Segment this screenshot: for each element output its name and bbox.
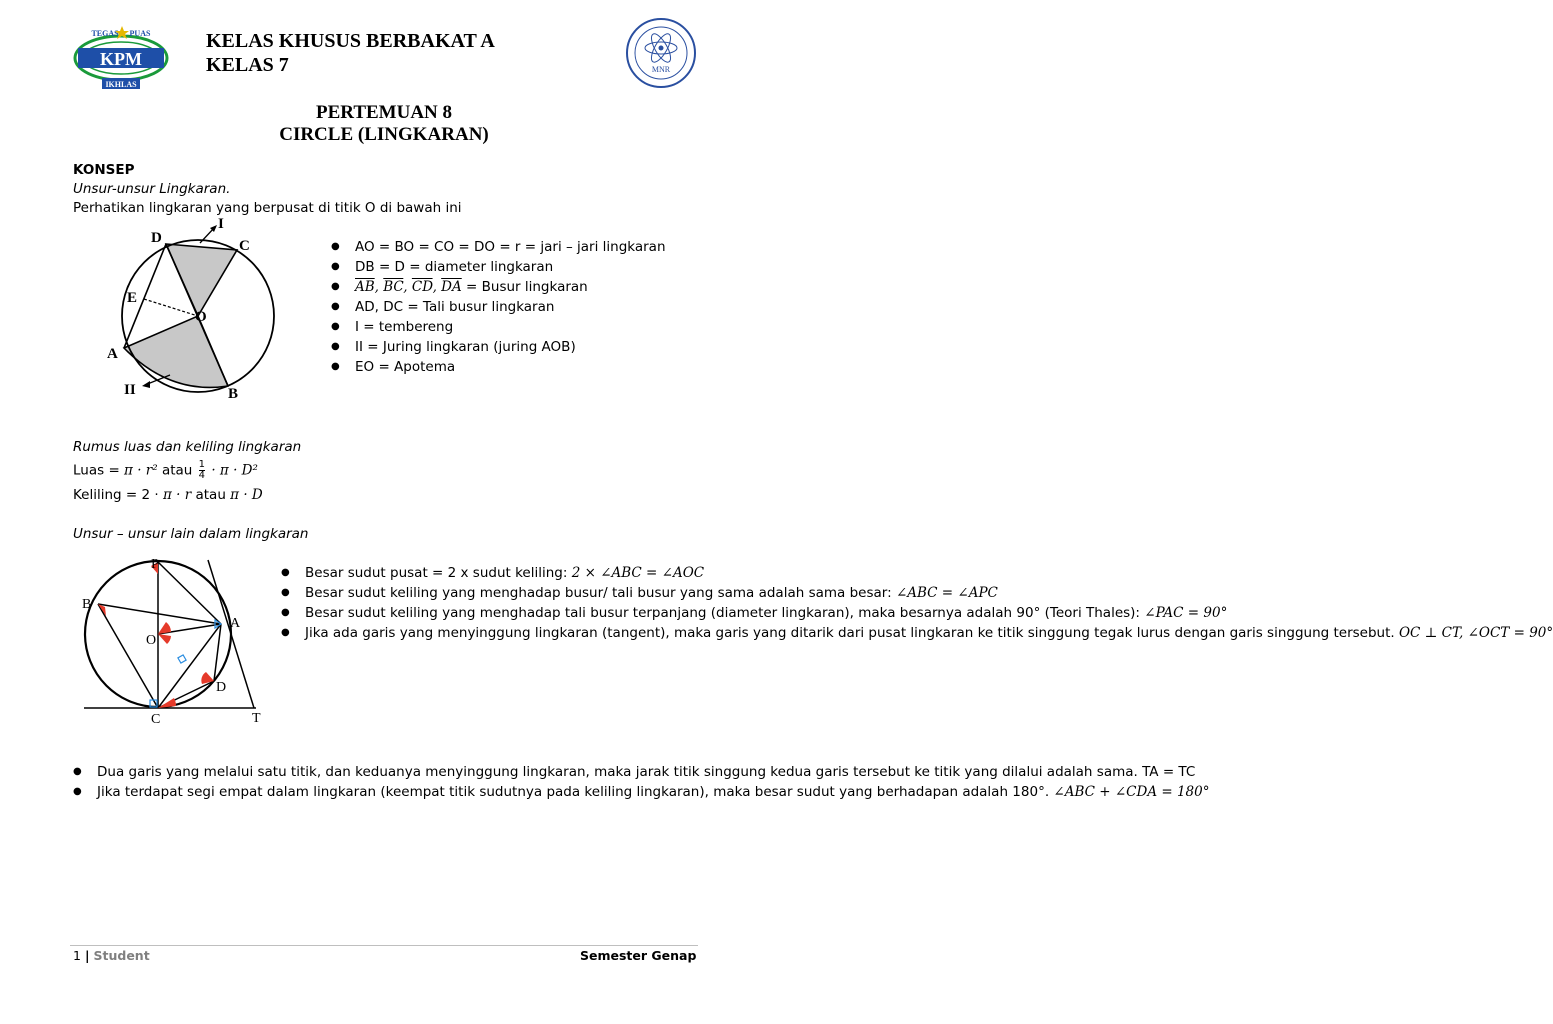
label-C2: C [151,712,161,727]
kpm-logo [70,20,172,92]
label-P: P [151,557,159,572]
luas-formula: Luas = π · r² atau $\frac{1}{4}$ · π · D² [73,459,258,481]
sudut-list [281,563,1553,643]
list-item: ● I = tembereng [331,317,666,337]
luas-mid: atau [157,462,197,479]
label-T2: T [252,711,261,726]
label-O: O [195,309,207,325]
unsur-lain-heading: Unsur – unsur lain dalam lingkaran [73,526,309,542]
arc-cd: $\overline{CD}$ [411,279,433,295]
title-line1: PERTEMUAN 8 [315,102,453,123]
list-item: ● Dua garis yang melalui satu titik, dan keduanya menyinggung lingkaran, maka jarak titik singgung kedua garis tersebut ke titik yang dilalui adalah sama. TA = TC [73,762,695,782]
list-item [281,623,1553,643]
footer-right: Semester Genap [580,948,697,963]
logo-main-text: KPM [100,49,142,69]
list-item: ● AO = BO = CO = DO = r = jari – jari lingkaran [331,237,666,257]
arc-list: $\overline{AB}$, $\overline{BC}$, $\overline{CD}$, $\overline{DA}$ [355,279,462,295]
list-item [281,583,998,603]
keliling-formula: Keliling = 2 · π · r atau π · D [73,487,263,503]
konsep-heading: KONSEP [73,162,135,178]
konsep-subheading: Unsur-unsur Lingkaran. [73,181,231,197]
label-A: A [107,346,118,362]
label-B: B [228,386,239,402]
list-item: ● II = Juring lingkaran (juring AOB) [331,337,666,357]
item-math: ∠PAC = 90° [1144,605,1228,621]
item-text: Besar sudut pusat = 2 x sudut keliling: [305,565,572,581]
arc-bc: $\overline{BC}$ [383,279,404,295]
list-item: ● AD, DC = Tali busur lingkaran [331,297,666,317]
label-O2: O [146,633,157,648]
list-item: ● EO = Apotema [331,357,666,377]
school-logo-text: MNR [651,65,671,74]
label-E: E [127,290,138,306]
list-item: ● DB = D = diameter lingkaran [331,257,666,277]
logo-top2-text: PUAS [129,29,151,38]
list-item [73,782,1210,802]
label-D: D [151,230,162,246]
item-math: ∠ABC + ∠CDA = 180° [1053,784,1210,800]
konsep-intro: Perhatikan lingkaran yang berpusat di titik O di bawah ini [73,200,462,216]
logo-bottom-text: IKHLAS [105,80,137,89]
label-A2: A [230,616,241,631]
footer-separator: | [84,948,90,963]
school-logo [624,14,698,92]
item-math: OC ⊥ CT, ∠OCT = 90° [1398,625,1553,641]
circle-diagram-2 [78,552,278,726]
unsur-list [331,237,666,377]
title-line2: CIRCLE (LINGKARAN) [279,124,489,145]
item-text: Jika ada garis yang menyinggung lingkaran (tangent), maka garis yang ditarik dari pusat lingkaran ke titik singgung tegak lurus dengan garis singgung tersebut. [305,625,1399,641]
page-number: 1 [73,948,81,963]
list-item-arcs [331,277,666,297]
header-line1: KELAS KHUSUS BERBAKAT A [206,30,495,52]
footer-left [73,948,150,963]
item-math: 2 × ∠ABC = ∠AOC [571,565,705,581]
label-D2: D [216,680,227,695]
garis-list [73,762,1210,802]
footer-divider [70,945,698,946]
label-I: I [218,216,224,232]
arc-ab: $\overline{AB}$ [355,279,375,295]
rumus-heading: Rumus luas dan keliling lingkaran [73,439,302,455]
item-math: ∠ABC = ∠APC [895,585,998,601]
item-text: Besar sudut keliling yang menghadap busur/ tali busur yang sama adalah sama besar: [305,585,896,601]
header-line2: KELAS 7 [206,54,289,76]
arc-da: $\overline{DA}$ [441,279,462,295]
luas-prefix: Luas = [73,462,125,479]
list-item [281,603,1228,623]
label-II: II [124,382,136,398]
label-B2: B [82,597,92,612]
arc-desc: = Busur lingkaran [461,279,588,295]
item-text: Besar sudut keliling yang menghadap tali busur terpanjang (diameter lingkaran), maka besarnya adalah 90° (Teori Thales): [305,605,1145,621]
logo-top-text: TEGAS [91,29,119,38]
footer-student: Student [93,948,150,963]
label-C: C [239,238,250,254]
list-item [281,563,705,583]
item-text: Jika terdapat segi empat dalam lingkaran (keempat titik sudutnya pada keliling lingkaran), maka besar sudut yang berhadapan adalah 180°. [97,784,1054,800]
keliling-prefix: Keliling = 2 · [73,487,163,503]
keliling-mid: atau [191,487,231,503]
circle-diagram-1 [100,213,300,403]
